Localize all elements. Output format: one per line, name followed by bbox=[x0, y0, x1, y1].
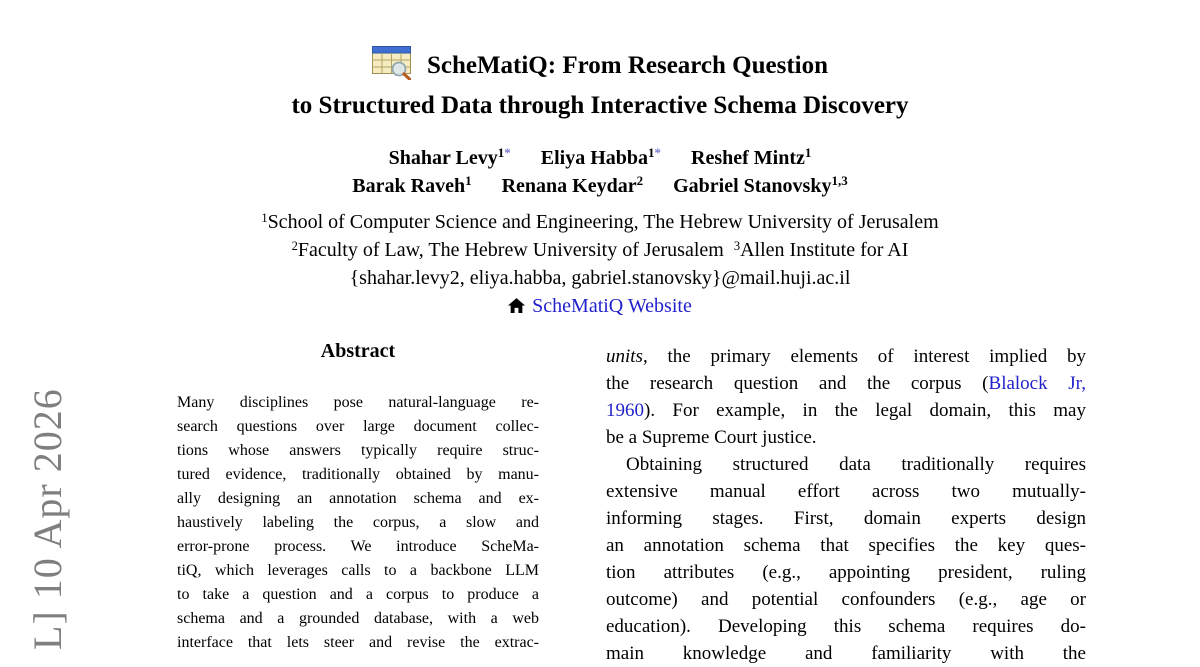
body-line bbox=[606, 532, 1086, 559]
affiliation-sup: 2 bbox=[291, 239, 298, 253]
text-run: informing stages. First, domain experts design bbox=[606, 508, 1086, 529]
text-run: outcome) and potential confounders (e.g., age or bbox=[606, 589, 1086, 610]
author-name: Shahar Levy$^{1*}$ bbox=[388, 145, 511, 169]
abstract-line: ally designing an annotation schema and ex- bbox=[177, 490, 539, 507]
body-line bbox=[606, 586, 1086, 613]
body-line bbox=[606, 370, 1086, 397]
affiliation-sup: 1 bbox=[261, 211, 268, 225]
abstract-line: Many disciplines pose natural-language re- bbox=[177, 394, 539, 411]
paper-title-line-2: to Structured Data through Interactive Schema Discovery bbox=[291, 92, 909, 119]
arxiv-watermark: L] 10 Apr 2026 bbox=[25, 388, 70, 650]
abstract-text bbox=[177, 391, 539, 655]
text-run: main knowledge and familiarity with the bbox=[606, 643, 1086, 664]
text-run: education). Developing this schema requires do- bbox=[606, 616, 1086, 637]
author-name: Renana Keydar$^2$ bbox=[501, 173, 644, 197]
text-run: the research question and the corpus ( bbox=[606, 373, 989, 394]
abstract-line: to take a question and a corpus to produce a bbox=[177, 586, 539, 603]
author-name: Reshef Mintz$^1$ bbox=[691, 145, 812, 169]
authors-block bbox=[0, 144, 1200, 200]
emphasis-text: units bbox=[606, 346, 643, 367]
text-run: be a Supreme Court justice. bbox=[606, 427, 817, 448]
author-name: Gabriel Stanovsky$^{1,3}$ bbox=[673, 173, 848, 197]
text-run: tion attributes (e.g., appointing president, ruling bbox=[606, 562, 1086, 583]
affiliation-line-2 bbox=[0, 236, 1200, 264]
authors-row-1 bbox=[0, 144, 1200, 172]
abstract-line: tiQ, which leverages calls to a backbone LLM bbox=[177, 562, 539, 579]
home-icon bbox=[508, 293, 525, 321]
abstract-line: tured evidence, traditionally obtained by manu- bbox=[177, 466, 539, 483]
affiliation: $^1$School of Computer Science and Engineering, The Hebrew University of Jerusalem bbox=[261, 211, 939, 233]
text-run: an annotation schema that specifies the key ques- bbox=[606, 535, 1086, 556]
abstract-line: interface that lets steer and revise the extrac- bbox=[177, 634, 539, 651]
paper-title-line-1-wrap bbox=[0, 46, 1200, 89]
text-run: Obtaining structured data traditionally requires bbox=[626, 454, 1086, 475]
text-run: , the primary elements of interest implied by bbox=[642, 346, 1086, 367]
abstract-line: haustively labeling the corpus, a slow and bbox=[177, 514, 539, 531]
body-line bbox=[606, 613, 1086, 640]
abstract-line: schema and a grounded database, with a web bbox=[177, 610, 539, 627]
author-affiliation-sup: 1 bbox=[804, 145, 812, 160]
text-run: ). For example, in the legal domain, this may bbox=[644, 400, 1086, 421]
text-run: extensive manual effort across two mutually- bbox=[606, 481, 1086, 502]
table-magnifier-icon bbox=[372, 46, 414, 89]
author-name: Barak Raveh$^1$ bbox=[352, 173, 472, 197]
email-line: {shahar.levy2, eliya.habba, gabriel.stanovsky}@mail.huji.ac.il bbox=[349, 267, 851, 289]
body-line bbox=[606, 424, 1086, 451]
author-affiliation-sup: 2 bbox=[636, 173, 644, 188]
affiliation-sup: 3 bbox=[733, 239, 741, 253]
equal-contribution-star: * bbox=[504, 145, 511, 160]
paper-title-line-1: ScheMatiQ: From Research Question bbox=[426, 52, 829, 79]
body-line bbox=[606, 397, 1086, 424]
abstract-line: tions whose answers typically require struc- bbox=[177, 442, 539, 459]
paper-title-block bbox=[0, 46, 1200, 122]
equal-contribution-star: * bbox=[654, 145, 661, 160]
abstract-line: search questions over large document collec- bbox=[177, 418, 539, 435]
body-line bbox=[606, 478, 1086, 505]
affiliation: $^3$Allen Institute for AI bbox=[733, 239, 909, 261]
affiliation-contact-block bbox=[0, 208, 1200, 320]
introduction-column bbox=[606, 343, 1086, 667]
author-affiliation-sup: 1,3 bbox=[831, 173, 848, 188]
citation-link[interactable]: 1960 bbox=[606, 400, 644, 421]
abstract-heading: Abstract bbox=[320, 340, 396, 362]
website-line bbox=[0, 292, 1200, 320]
website-link[interactable]: ScheMatiQ Website bbox=[532, 295, 692, 317]
author-affiliation-sup: 1 bbox=[497, 145, 505, 160]
author-name: Eliya Habba$^{1*}$ bbox=[540, 145, 661, 169]
body-line bbox=[606, 343, 1086, 370]
body-line bbox=[606, 559, 1086, 586]
authors-row-2 bbox=[0, 172, 1200, 200]
body-line bbox=[606, 505, 1086, 532]
body-line bbox=[606, 451, 1086, 478]
abstract-line: error-prone process. We introduce ScheMa- bbox=[177, 538, 539, 555]
affiliation: $^2$Faculty of Law, The Hebrew University of Jerusalem bbox=[291, 239, 724, 261]
author-affiliation-sup: 1 bbox=[648, 145, 655, 160]
affiliation-line-1 bbox=[0, 208, 1200, 236]
body-line bbox=[606, 640, 1086, 667]
author-affiliation-sup: 1 bbox=[465, 173, 472, 188]
citation-link[interactable]: Blalock Jr, bbox=[988, 373, 1086, 394]
